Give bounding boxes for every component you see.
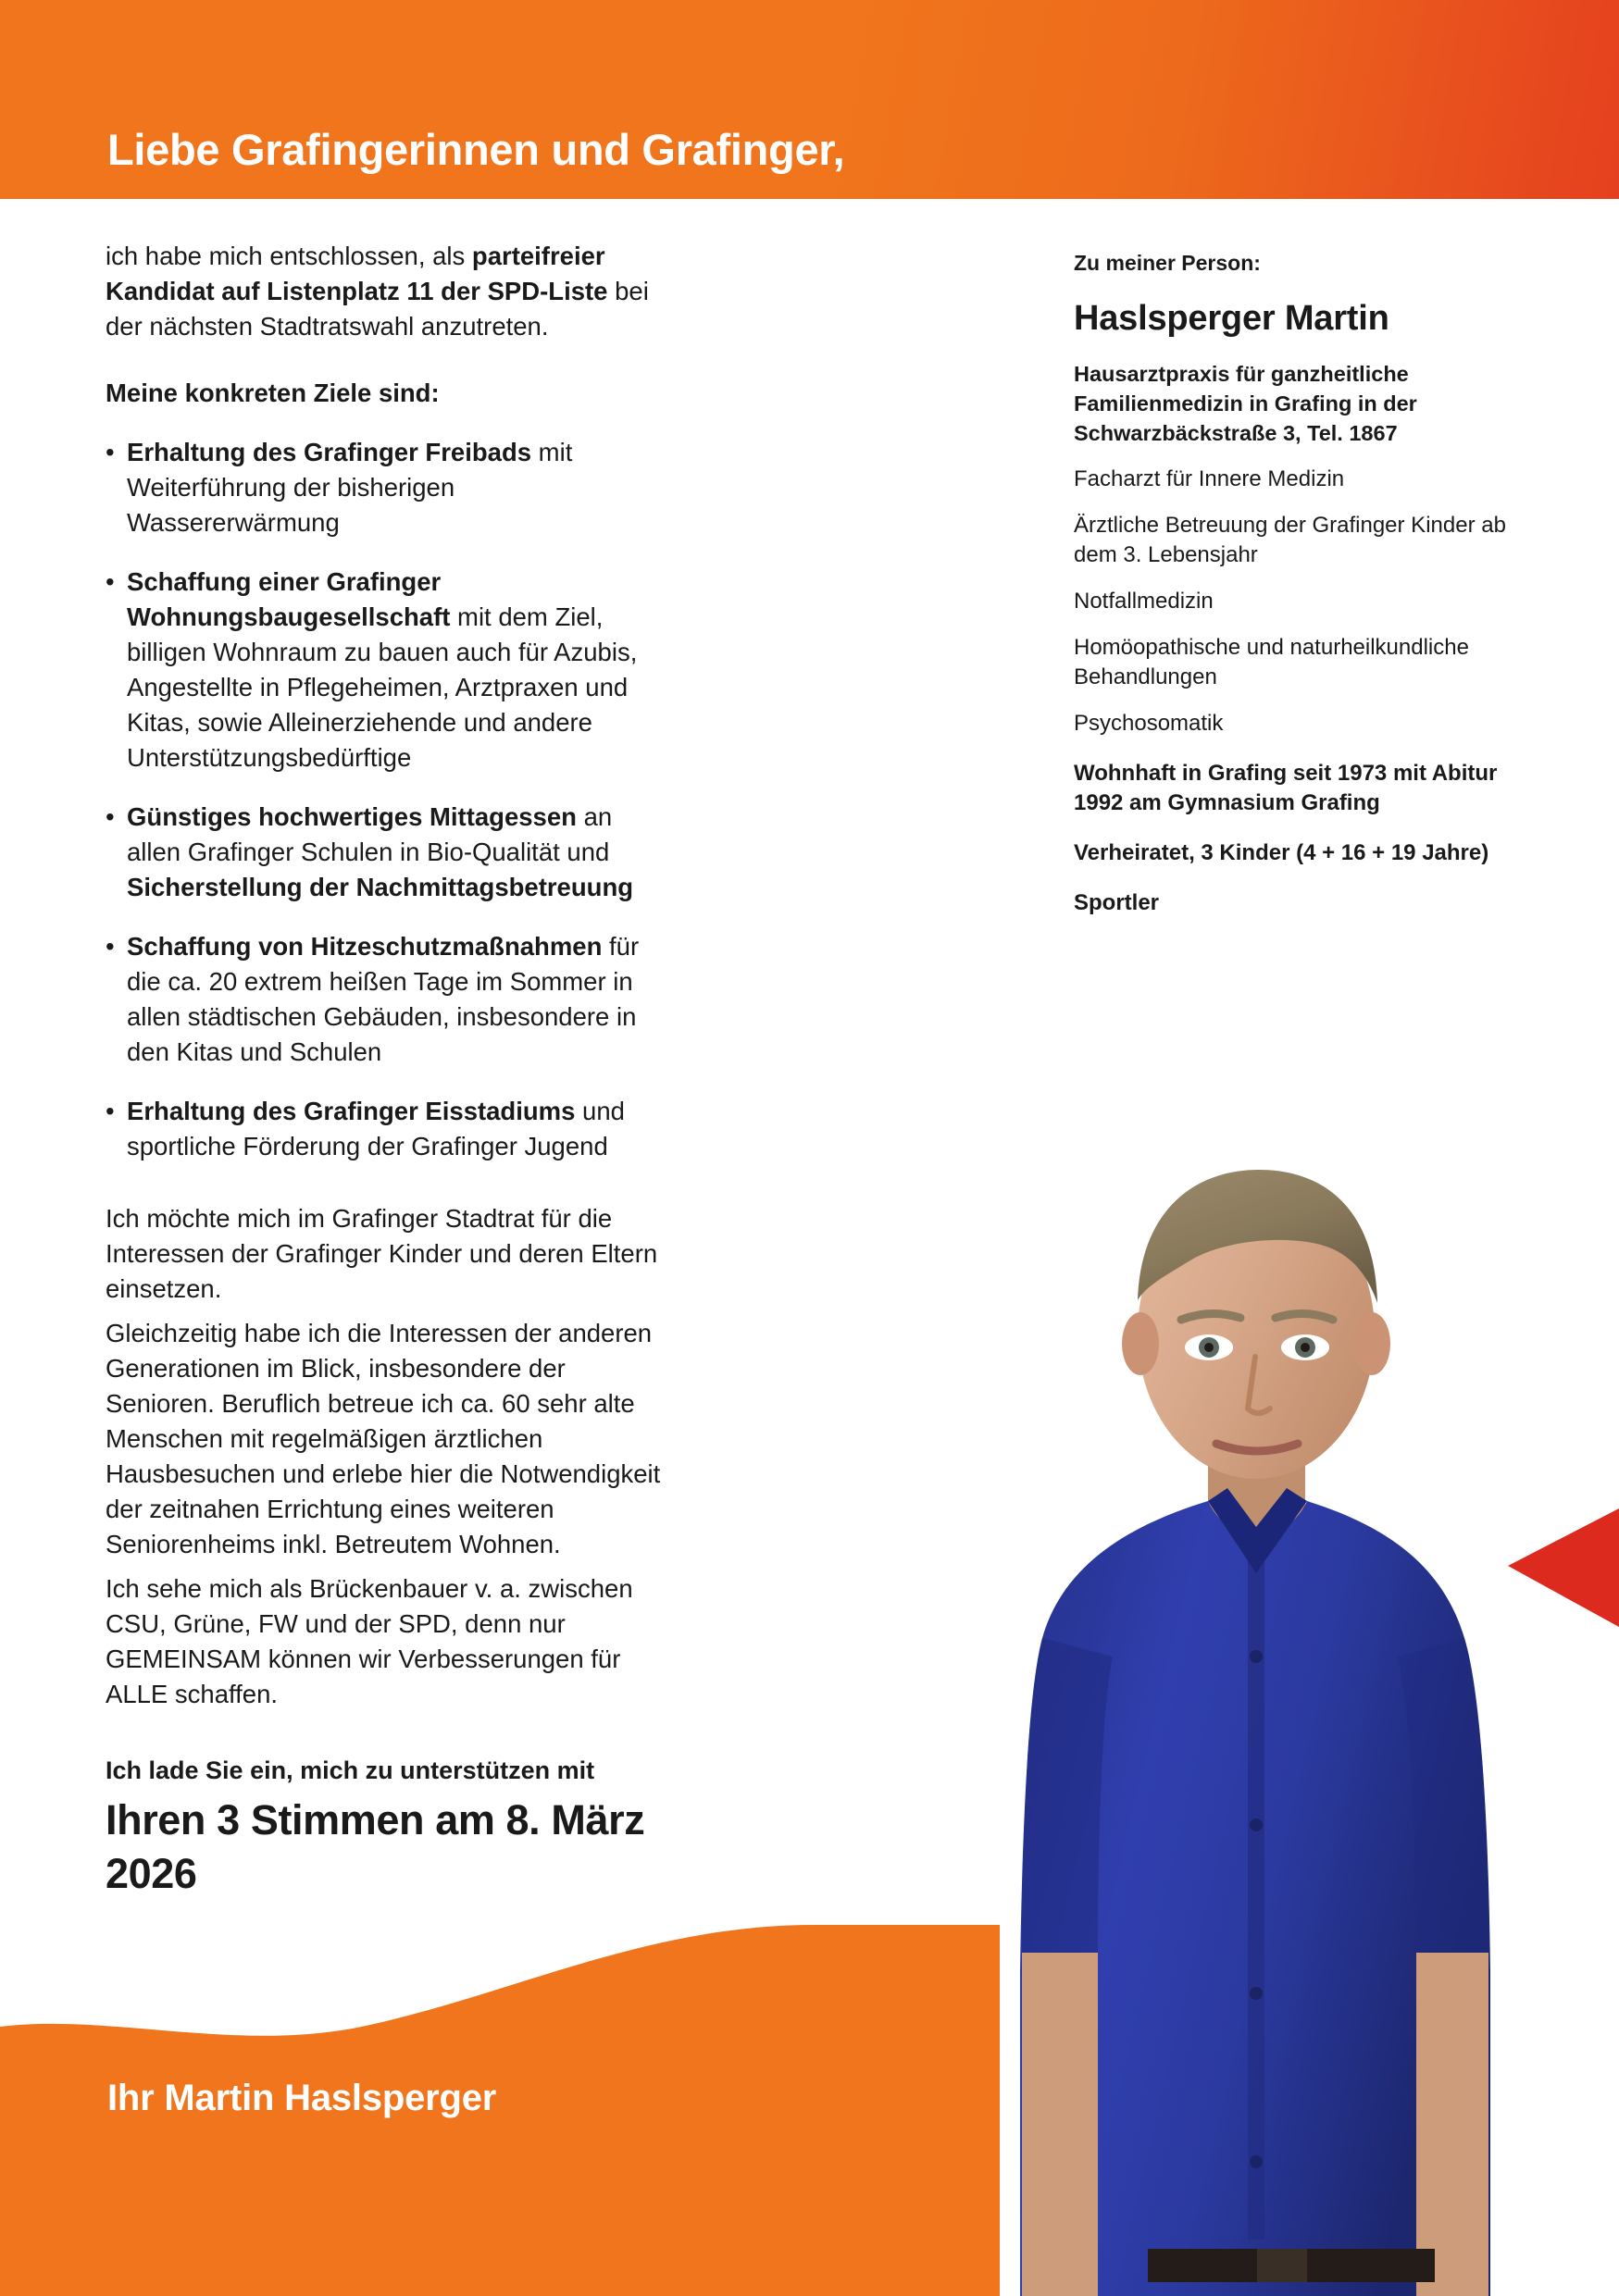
page-title: Liebe Grafingerinnen und Grafinger, bbox=[107, 125, 845, 174]
hobby-info: Sportler bbox=[1074, 890, 1160, 915]
candidate-name: Haslsperger Martin bbox=[1074, 299, 1389, 338]
goal-item-2 bbox=[106, 565, 661, 776]
goal-item-5 bbox=[106, 1094, 661, 1164]
qualification-5: Psychosomatik bbox=[1074, 711, 1224, 736]
goal-1-rest: mit Weiterführung der bisherigen Wassererwärmung bbox=[127, 438, 573, 537]
paragraph-stadtrat: Ich möchte mich im Grafinger Stadtrat für die Interessen der Grafinger Kinder und deren Eltern einsetzen. bbox=[106, 1204, 658, 1303]
goal-4-bold: Schaffung von Hitzeschutzmaßnahmen bbox=[127, 932, 603, 961]
goal-5-rest: und sportliche Förderung der Grafinger Jugend bbox=[127, 1097, 625, 1160]
top-banner bbox=[0, 0, 1619, 199]
goal-3-bold: Günstiges hochwertiges Mittagessen bbox=[127, 802, 577, 831]
right-profile-column bbox=[1074, 248, 1509, 918]
left-content-column bbox=[106, 239, 661, 1901]
qualification-4: Homöopathische und naturheilkundliche Behandlungen bbox=[1074, 635, 1469, 689]
goals-heading: Meine konkreten Ziele sind: bbox=[106, 379, 440, 407]
practice-info: Hausarztpraxis für ganzheitliche Familienmedizin in Grafing in der Schwarzbäckstraße 3, Tel. 1867 bbox=[1074, 362, 1417, 445]
candidate-portrait-photo bbox=[1009, 1138, 1527, 2296]
goal-item-1 bbox=[106, 435, 661, 540]
intro-bold-1: parteifreier Kandidat auf Listenplatz 11 der SPD-Liste bbox=[106, 242, 608, 305]
paragraph-brueckenbauer: Ich sehe mich als Brückenbauer v. a. zwischen CSU, Grüne, FW und der SPD, denn nur GEMEINSAM können wir Verbesserungen für ALLE schaffen. bbox=[106, 1574, 633, 1708]
goal-4-rest: für die ca. 20 extrem heißen Tage im Sommer in allen städtischen Gebäuden, insbesondere in den Kitas und Schulen bbox=[127, 932, 640, 1066]
intro-plain-1: ich habe mich entschlossen, als bbox=[106, 242, 472, 270]
cta-vote-headline: Ihren 3 Stimmen am 8. März 2026 bbox=[106, 1796, 645, 1897]
goal-1-bold: Erhaltung des Grafinger Freibads bbox=[127, 438, 532, 466]
goal-3-rest: an allen Grafinger Schulen in Bio-Qualität und bbox=[127, 802, 613, 866]
intro-plain-2: bei der nächsten Stadtratswahl anzutreten. bbox=[106, 277, 649, 341]
profile-label: Zu meiner Person: bbox=[1074, 251, 1261, 275]
goal-2-rest: mit dem Ziel, billigen Wohnraum zu bauen auch für Azubis, Angestellte in Pflegeheimen, Arztpraxen und Kitas, sowie Alleinerziehende und andere Unterstützungsbedürftige bbox=[127, 602, 638, 772]
intro-paragraph bbox=[106, 239, 661, 344]
qualification-1: Facharzt für Innere Medizin bbox=[1074, 466, 1345, 491]
goal-3-bold2: Sicherstellung der Nachmittagsbetreuung bbox=[127, 873, 634, 901]
goal-item-3 bbox=[106, 800, 661, 905]
goal-5-bold: Erhaltung des Grafinger Eisstadiums bbox=[127, 1097, 576, 1125]
goal-item-4 bbox=[106, 929, 661, 1070]
cta-invitation-text: Ich lade Sie ein, mich zu unterstützen mit bbox=[106, 1756, 595, 1784]
family-info: Verheiratet, 3 Kinder (4 + 16 + 19 Jahre) bbox=[1074, 840, 1489, 865]
paragraph-generationen: Gleichzeitig habe ich die Interessen der anderen Generationen im Blick, insbesondere der Senioren. Beruflich betreue ich ca. 60 sehr alte Menschen mit regelmäßigen ärztlichen Hausbesuchen und erlebe hier die Notwendigkeit der zeitnahen Errichtung eines weiteren Seniorenheims inkl. Betreutem Wohnen. bbox=[106, 1319, 661, 1558]
goals-list bbox=[106, 435, 661, 1164]
qualification-2: Ärztliche Betreuung der Grafinger Kinder ab dem 3. Lebensjahr bbox=[1074, 513, 1506, 567]
qualification-3: Notfallmedizin bbox=[1074, 589, 1214, 614]
signature-text: Ihr Martin Haslsperger bbox=[107, 2078, 497, 2118]
residence-info: Wohnhaft in Grafing seit 1973 mit Abitur 1992 am Gymnasium Grafing bbox=[1074, 761, 1498, 815]
goal-2-bold: Schaffung einer Grafinger Wohnungsbaugesellschaft bbox=[127, 567, 451, 631]
